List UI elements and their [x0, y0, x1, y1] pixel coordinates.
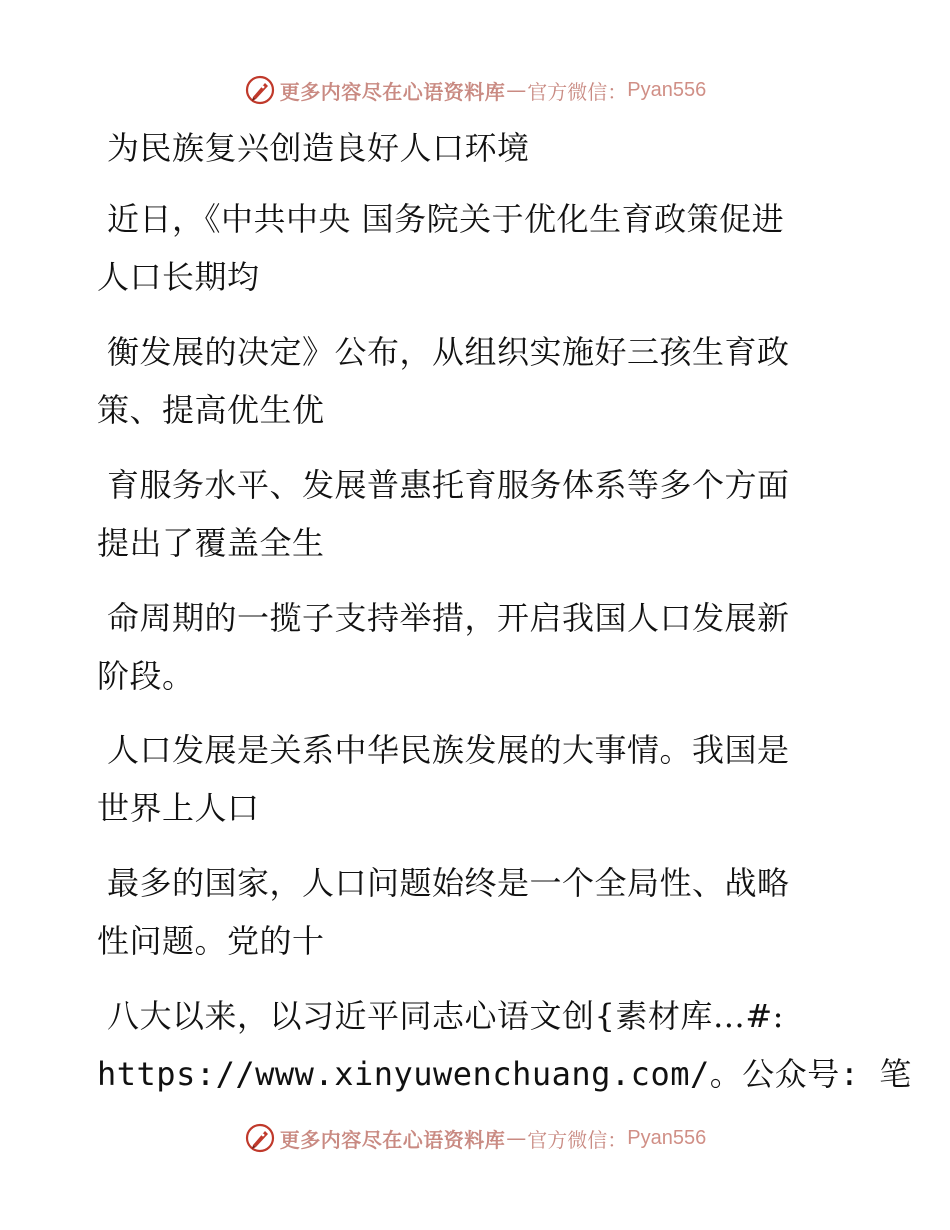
paragraph-line-url: https://www.xinyuwenchuang.com/。公众号: 笔 — [97, 1055, 912, 1093]
paragraph-line: 策、提高优生优 — [97, 391, 325, 429]
watermark-text: 更多内容尽在心语资料库 — [279, 79, 506, 104]
paragraph-line: 八大以来，以习近平同志心语文创{素材库…#: — [107, 997, 784, 1035]
watermark-wechat-label: 官方微信： — [527, 1127, 628, 1152]
paragraph-line: 近日，《中共中央 国务院关于优化生育政策促进 — [107, 200, 785, 238]
footer-watermark-banner — [0, 1120, 950, 1156]
watermark-separator: — — [506, 1126, 527, 1150]
paragraph-line: 性问题。党的十 — [97, 922, 325, 960]
paragraph-line: 人口发展是关系中华民族发展的大事情。我国是 — [107, 731, 790, 769]
watermark-wechat-id: Pyan556 — [627, 1126, 707, 1149]
paragraph-line: 育服务水平、发展普惠托育服务体系等多个方面 — [107, 466, 790, 504]
paragraph-line: 人口长期均 — [97, 258, 260, 296]
paragraph-line: 提出了覆盖全生 — [97, 524, 325, 562]
watermark-text: 更多内容尽在心语资料库 — [279, 1127, 506, 1152]
watermark-wechat-id: Pyan556 — [627, 78, 707, 101]
paragraph-line: 衡发展的决定》公布，从组织实施好三孩生育政 — [107, 333, 790, 371]
watermark-wechat-label: 官方微信： — [527, 79, 628, 104]
pen-nib-logo-icon — [244, 74, 276, 106]
doc-title: 为民族复兴创造良好人口环境 — [107, 129, 530, 167]
paragraph-line: 世界上人口 — [97, 789, 260, 827]
paragraph-line: 最多的国家，人口问题始终是一个全局性、战略 — [107, 864, 790, 902]
paragraph-line: 命周期的一揽子支持举措，开启我国人口发展新 — [107, 599, 790, 637]
paragraph-line: 阶段。 — [97, 657, 195, 695]
header-watermark-banner — [0, 72, 950, 108]
pen-nib-logo-icon — [244, 1122, 276, 1154]
watermark-separator: — — [506, 78, 527, 102]
